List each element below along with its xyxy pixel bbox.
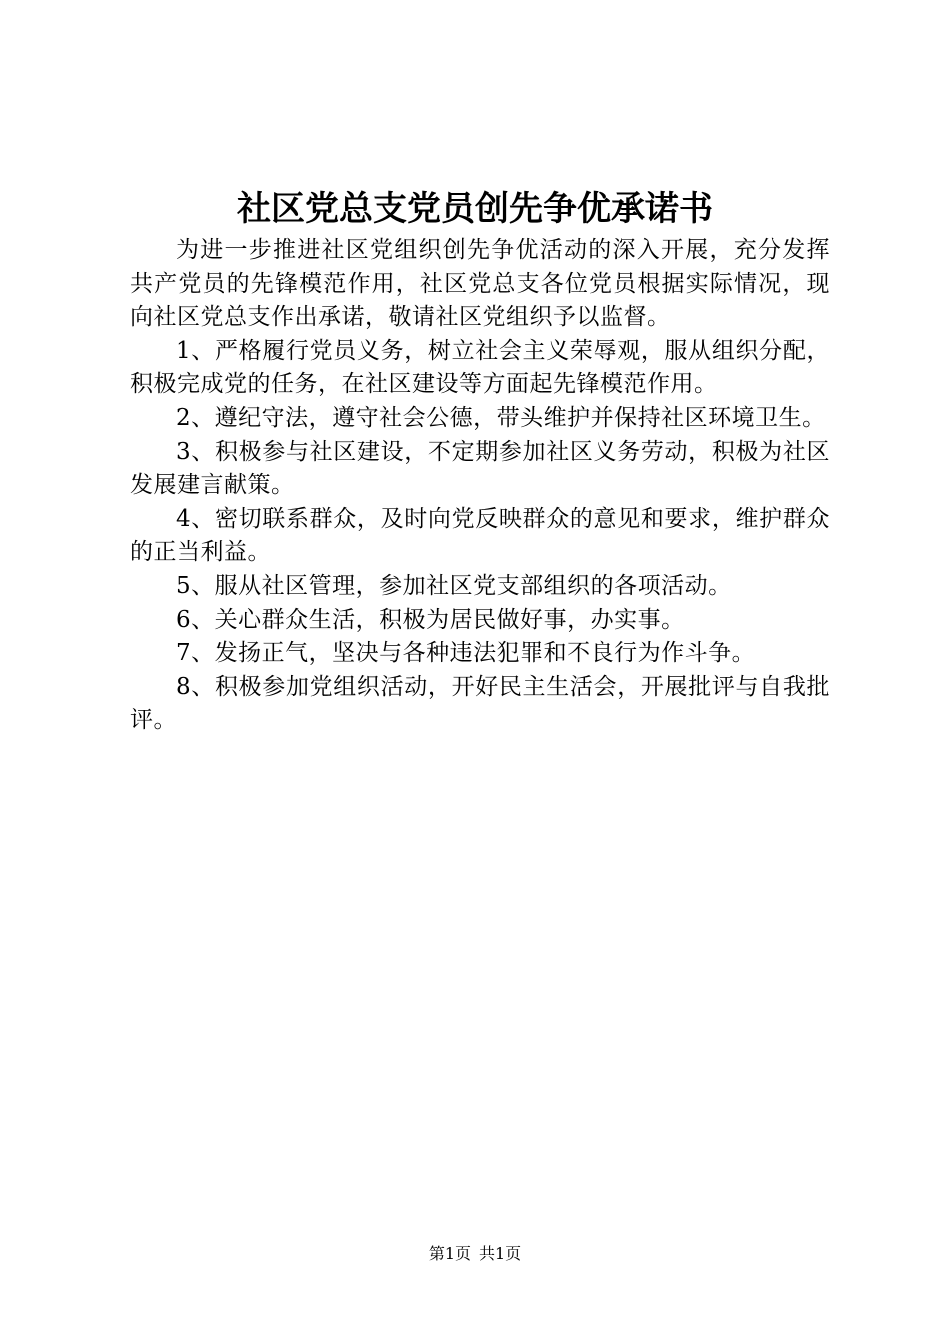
pledge-item-5: 5、服从社区管理，参加社区党支部组织的各项活动。 (176, 572, 732, 599)
document-body (130, 234, 830, 738)
pledge-item-4: 4、密切联系群众，及时向党反映群众的意见和要求，维护群众的正当利益。 (130, 505, 830, 566)
page-number: 第1页 (428, 1244, 471, 1263)
pledge-item-1: 1、严格履行党员义务，树立社会主义荣辱观，服从组织分配，积极完成党的任务，在社区建设等方面起先锋模范作用。 (130, 337, 830, 398)
pledge-item-7: 7、发扬正气，坚决与各种违法犯罪和不良行为作斗争。 (176, 640, 756, 667)
intro-paragraph: 为进一步推进社区党组织创先争优活动的深入开展，充分发挥共产党员的先锋模范作用，社区党总支各位党员根据实际情况，现向社区党总支作出承诺，敬请社区党组织予以监督。 (130, 237, 830, 331)
pledge-item-3: 3、积极参与社区建设，不定期参加社区义务劳动，积极为社区发展建言献策。 (130, 438, 830, 499)
pledge-item-6: 6、关心群众生活，积极为居民做好事，办实事。 (176, 606, 685, 633)
page-total: 共1页 (479, 1244, 522, 1263)
page-footer (0, 1243, 950, 1265)
pledge-item-8: 8、积极参加党组织活动，开好民主生活会，开展批评与自我批评。 (130, 673, 830, 734)
pledge-item-2: 2、遵纪守法，遵守社会公德，带头维护并保持社区环境卫生。 (176, 404, 826, 431)
document-title: 社区党总支党员创先争优承诺书 (237, 189, 713, 229)
